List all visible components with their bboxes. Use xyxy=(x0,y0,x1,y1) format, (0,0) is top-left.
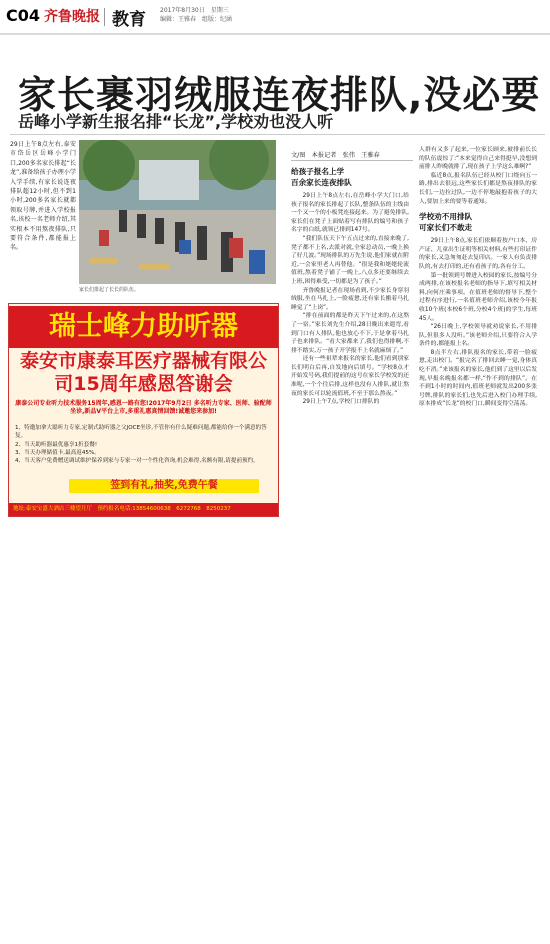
article-column-2 xyxy=(419,146,537,409)
paragraph: 还有一些祖辈来报名的家长,他们看到别家长们明白后再,自发地向后填号。“学校8点才开始发号码,我们提前的这号在家长学校发的还准呢,一个个往后排,这样也没有人排队,就让熬夜的家长可以轮流值班,不至于那么熬夜。” xyxy=(291,356,409,397)
paragraph: 齐鲁晚报记者在现场看到,不少家长身穿羽绒服,坐在马扎上,一脸疲惫,还有家长搬着马扎睡觉了“上岗”。 xyxy=(291,287,409,311)
ad-item: 1、特邀加拿大聪听力专家,定制式助听器之父JOCE坐诊,不管你有什么疑难问题,都能给你一个满意的答复。 xyxy=(15,425,267,439)
headline-rule xyxy=(10,134,545,135)
paragraph: 29日上午7点,学校门口排队的 xyxy=(302,399,380,406)
news-photo xyxy=(79,140,276,284)
paragraph: 29日上午8点左右,在岳峰小学大门口,给孩子报名的家长排起了长队,整条队伍的主线由一个又一个的小板凳连接起来。为了避免排队,家长们在凳子上面贴着写有排队的编号和孩子名字的白纸,就领已排到147号。 xyxy=(291,193,409,234)
article-byline: 文/图 本报记者 张伟 王雅春 xyxy=(291,152,380,159)
newspaper-logo: 齐鲁晚报 xyxy=(44,9,100,25)
hearing-aid-advertisement xyxy=(8,303,279,517)
top-rule xyxy=(0,33,550,35)
page-number: C04 xyxy=(6,6,41,25)
section-title: 教育 xyxy=(112,10,146,30)
section-subtitle: 百余家长连夜排队 xyxy=(291,178,352,187)
paragraph: 8点半左右,排队报名的家长,带着一脸疲惫,走出校门。“报完名了排回去睡一觉,身体真吃不消。”来该报名的家长,他们到了这里以后发现,早报名晚报名都一样,“作不到的排队”。在不到1小时的时间内,值班老师就发出200多张号牌,排队的家长们,也先后进入校门办理手续,原本排成“长龙”的校门口,瞬间变得空荡荡。 xyxy=(419,349,537,408)
ad-title: 瑞士峰力助听器 xyxy=(9,306,278,348)
byline-rule xyxy=(291,160,413,161)
ad-company: 泰安市康泰耳医疗器械有限公司15周年感恩答谢会 xyxy=(19,350,267,395)
paragraph: “我们队伍天下午五点过来的,直接来晚了,凳子都不上名,去派对就,全家总动员,一晚上换了好几波。”现场排队的万先生说,他们家就在附近,一会家里老人再替他。“很是我和姥姥轮流值班,熬着凳子铺了一晚上,八点多还要继续去上班,困得难受,一切都是为了孩子。” xyxy=(291,235,409,285)
article-subhead: 岳峰小学新生报名排“长龙”,学校劝也没人听 xyxy=(18,112,334,131)
paragraph: 第一批领到号牌进入校园的家长,按编号分成两排,在该校报名老师的指导下,填写相关材料,向何庄乘事项。在值班老师的督导下,整个过程有序进行,一名值班老师介绍,该校今年报收10个班(本校6个班,分校4个班)的学生,每班45人。 xyxy=(419,272,537,322)
masthead xyxy=(0,0,550,32)
ad-contact-footer: 地址:泰安宝盛大酒店三楼望月厅 预约报名电话:13854600638 6272768 8250237 xyxy=(9,503,278,516)
article-column-1 xyxy=(291,166,409,407)
paragraph: “26日晚上,学校领导就劝说家长,不用排队,但很多人没听。”该老师介绍,只要符合入学条件的,都能报上名。 xyxy=(419,324,537,348)
section-subtitle: 学校劝不用排队 xyxy=(419,212,473,222)
masthead-divider xyxy=(104,8,105,26)
ad-item: 3、当天办理储值卡,最高返45%。 xyxy=(15,450,100,456)
article-lead: 29日上午8点左右,泰安市岱岳区岳峰小学门口,200多名家长排起“长龙”,准备给孩子办理小学入学手续,有家长说连夜排队超12小时,但不到1小时,200多名家长就都领取号牌,并进入学校报名,该校一名老师介绍,其实根本不用熬夜排队,只要符合条件,都能报上名。 xyxy=(10,141,76,252)
paragraph: 人群有又多了起来,一位家长顾来,被排前长长的队伍震惊了:“本来觉得自己来得挺早,没想到前排人昨晚就排了,现在孩子上学这么难啊?” xyxy=(419,147,537,171)
section-subtitle: 可家长们不敢走 xyxy=(419,223,473,233)
editor-credits: 编辑：王雅春 组版：纪涵 xyxy=(160,16,233,23)
ad-slogan: 签到有礼,抽奖,免费午餐 xyxy=(69,479,259,493)
ad-intro: 康泰公司专业听力技术服务15周年,感恩一路有您!2017年9月2日 多名听力专家、医师、验配师坐诊,新品V平台上市,多重礼惠真情回馈!诚邀您来参加! xyxy=(15,400,272,415)
paragraph: 29日上午8点,家长们依顺着按户口本、房产证、儿童出生证明等相关材料,有些打印证件的家长,又急匆匆赶去复印店。一家人有负责排队的,有去打印的,还有看孩子的,各有分工。 xyxy=(419,238,537,270)
photo-caption: 家长们排起了长长的队伍。 xyxy=(79,287,140,293)
dateline xyxy=(160,6,232,24)
ad-item: 4、当天客户免费赠送调试维护保养到家与专家一对一个性化咨询,机会难得,名额有限,请提前预约。 xyxy=(15,458,259,464)
article-headline: 家长裹羽绒服连夜排队,没必要 xyxy=(18,73,541,117)
issue-date: 2017年8月30日 星期三 xyxy=(160,7,229,14)
section-subtitle: 给孩子报名上学 xyxy=(291,167,345,176)
ad-item: 2、当天助听器最优惠享1折套餐! xyxy=(15,442,98,448)
paragraph: 临近8点,报名队伍已经从校门口绕向五一路,排出去很远,这些家长们都是熬夜排队的家长们,一边拉过队,一边不停地敲抱着孩子的大人,要加上来的要等着通知。 xyxy=(419,172,537,205)
paragraph: “排在前面的都是昨天下午过来的,在这熬了一宿。”家长刘先生介绍,28日晚出来遛弯,看到门口有人排队,他也放心不下,于是拿着马扎子也来排队。“看大家都来了,我们也得排啊,不排不踏实,万一孩子开学报不上名就麻烦了。” xyxy=(291,313,409,354)
queue-photo-illustration xyxy=(79,140,276,284)
